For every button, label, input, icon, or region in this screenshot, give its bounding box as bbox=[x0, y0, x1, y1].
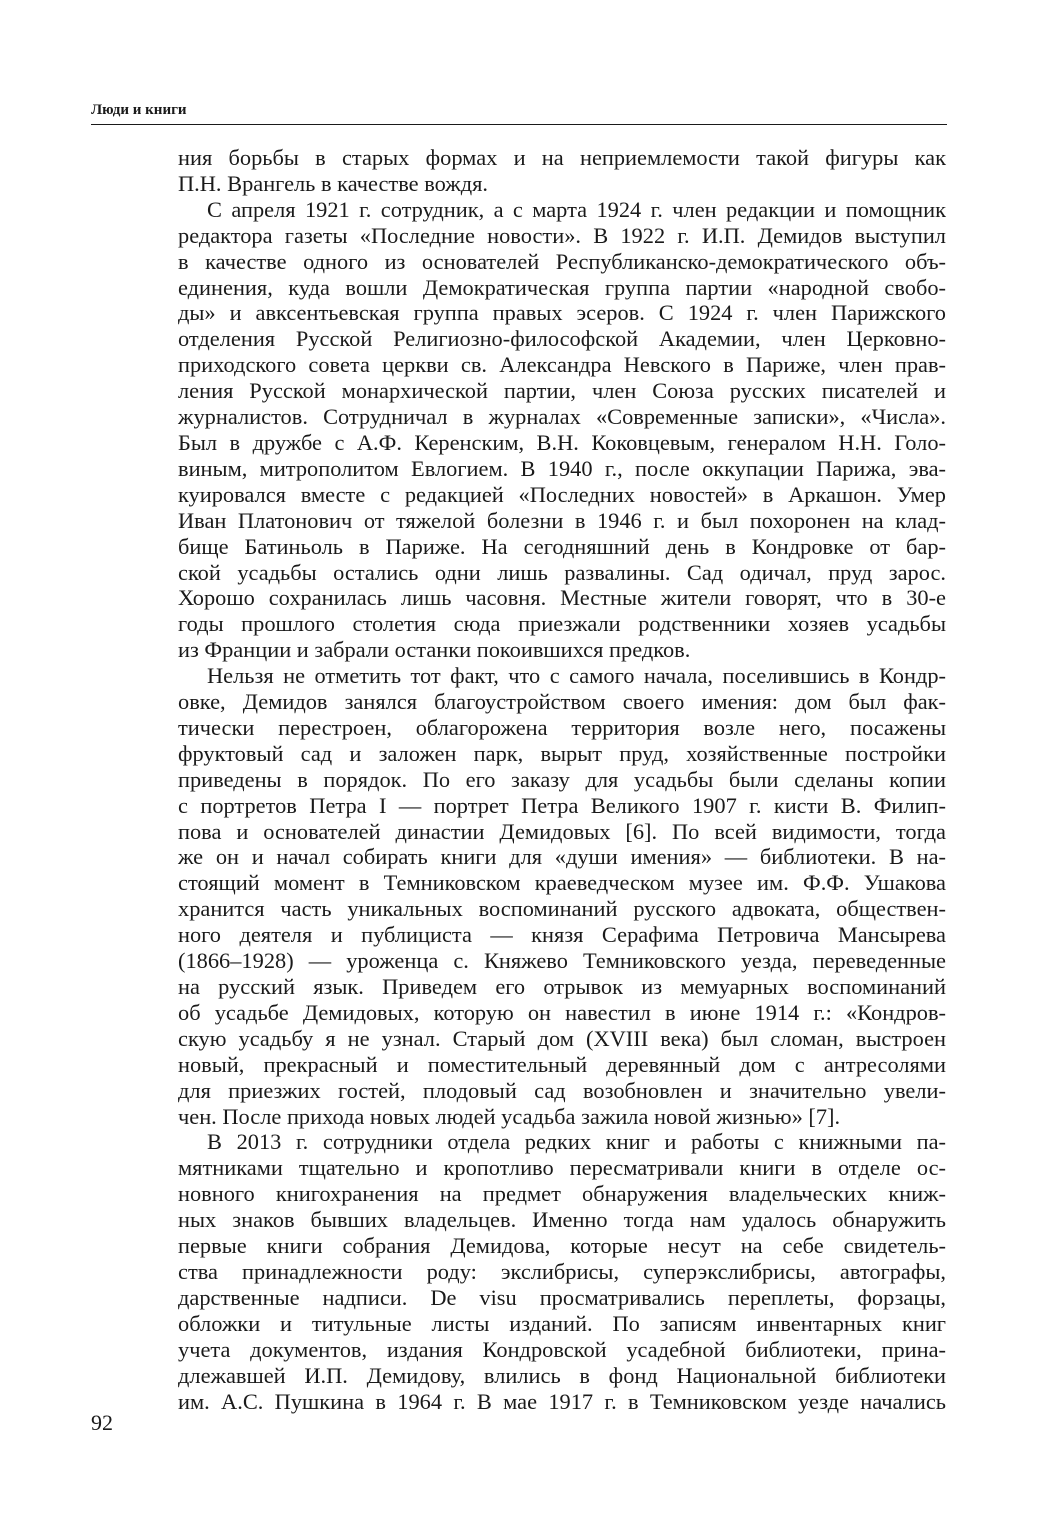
text-line: новый, прекрасный и поместительный деревянный дом с антресолями bbox=[178, 1051, 946, 1077]
text-line: приходского совета церкви св. Александра Невского в Париже, член прав- bbox=[178, 352, 946, 378]
text-line: бище Батиньоль в Париже. На сегодняшний день в Кондровке от бар- bbox=[178, 533, 946, 559]
text-line: С апреля 1921 г. сотрудник, а с марта 1924 г. член редакции и помощник bbox=[207, 196, 946, 222]
text-line: Нельзя не отметить тот факт, что с самого начала, поселившись в Кондр- bbox=[207, 663, 946, 689]
text-line: журналистов. Сотрудничал в журналах «Современные записки», «Числа». bbox=[178, 404, 946, 430]
text-line: новного книгохранения на предмет обнаружения владельческих книж- bbox=[178, 1181, 946, 1207]
text-line: ния борьбы в старых формах и на неприемлемости такой фигуры как bbox=[178, 145, 946, 170]
text-line: В 2013 г. сотрудники отдела редких книг и работы с книжными па- bbox=[207, 1129, 946, 1155]
text-line: П.Н. Врангель в качестве вождя. bbox=[178, 170, 489, 196]
text-line: годы прошлого столетия сюда приезжали родственники хозяев усадьбы bbox=[178, 611, 946, 637]
text-line: хранится часть уникальных воспоминаний русского адвоката, обществен- bbox=[178, 896, 946, 922]
text-line: Хорошо сохранилась лишь часовня. Местные жители говорят, что в 30-е bbox=[178, 585, 946, 611]
body-text bbox=[178, 145, 946, 1414]
text-line: отделения Русской Религиозно-философской Академии, член Церковно- bbox=[178, 326, 946, 352]
text-line: мятниками тщательно и кропотливо пересматривали книги в отделе ос- bbox=[178, 1155, 946, 1181]
text-line: для приезжих гостей, плодовый сад возобновлен и значительно увели- bbox=[178, 1077, 946, 1103]
text-line: пова и основателей династии Демидовых [6]. По всей видимости, тогда bbox=[178, 818, 946, 844]
text-line: ного деятеля и публициста — князя Серафима Петровича Мансырева bbox=[178, 922, 946, 948]
running-head bbox=[91, 100, 947, 125]
text-line: куировался вместе с редакцией «Последних новостей» в Аркашон. Умер bbox=[178, 481, 946, 507]
text-line: овке, Демидов занялся благоустройством своего имения: дом был фак- bbox=[178, 689, 946, 715]
text-line: длежавшей И.П. Демидову, влились в фонд Национальной библиотеки bbox=[178, 1362, 946, 1388]
text-line: в качестве одного из основателей Республиканско-демократического объ- bbox=[178, 248, 946, 274]
text-line: приведены в порядок. По его заказу для усадьбы были сделаны копии bbox=[178, 766, 946, 792]
text-line: фруктовый сад и заложен парк, вырыт пруд, хозяйственные постройки bbox=[178, 740, 946, 766]
text-line: первые книги собрания Демидова, которые несут на себе свидетель- bbox=[178, 1233, 946, 1259]
text-line: на русский язык. Приведем его отрывок из мемуарных воспоминаний bbox=[178, 974, 946, 999]
running-head-title: Люди и книги bbox=[91, 102, 187, 118]
text-line: дарственные надписи. De visu просматривались переплеты, форзацы, bbox=[178, 1284, 946, 1310]
text-line: Иван Платонович от тяжелой болезни в 1946 г. и был похоронен на клад- bbox=[178, 507, 946, 533]
text-line: ды» и авксентьевская группа правых эсеров. С 1924 г. член Парижского bbox=[178, 300, 946, 326]
page-number: 92 bbox=[91, 1410, 113, 1435]
text-line: им. А.С. Пушкина в 1964 г. В мае 1917 г. в Темниковском уезде начались bbox=[178, 1388, 946, 1414]
text-line: Был в дружбе с А.Ф. Керенским, В.Н. Коковцевым, генералом Н.Н. Голо- bbox=[178, 429, 946, 455]
text-line: (1866–1928) — уроженца с. Княжево Темниковского уезда, переведенные bbox=[178, 948, 946, 974]
text-line: ской усадьбы остались одни лишь развалины. Сад одичал, пруд зарос. bbox=[178, 559, 946, 585]
text-line: ных знаков бывших владельцев. Именно тогда нам удалось обнаружить bbox=[178, 1207, 946, 1233]
text-line: редактора газеты «Последние новости». В 1922 г. И.П. Демидов выступил bbox=[178, 222, 946, 248]
text-line: виным, митрополитом Евлогием. В 1940 г., после оккупации Парижа, эва- bbox=[178, 455, 946, 481]
text-line: ства принадлежности роду: экслибрисы, суперэкслибрисы, автографы, bbox=[178, 1258, 946, 1284]
text-line: стоящий момент в Темниковском краеведческом музее им. Ф.Ф. Ушакова bbox=[178, 870, 946, 896]
text-line: из Франции и забрали останки покоившихся предков. bbox=[178, 637, 691, 663]
text-line: об усадьбе Демидовых, которую он навестил в июне 1914 г.: «Кондров- bbox=[178, 999, 946, 1025]
text-line: чен. После прихода новых людей усадьба зажила новой жизнью» [7]. bbox=[178, 1103, 841, 1129]
text-line: с портретов Петра I — портрет Петра Великого 1907 г. кисти В. Филип- bbox=[178, 792, 946, 818]
text-line: единения, куда вошли Демократическая группа партии «народной свобо- bbox=[178, 274, 946, 300]
text-line: обложки и титульные листы изданий. По записям инвентарных книг bbox=[178, 1310, 946, 1336]
text-line: скую усадьбу я не узнал. Старый дом (XVIII века) был сломан, выстроен bbox=[178, 1025, 946, 1051]
text-line: ления Русской монархической партии, член Союза русских писателей и bbox=[178, 378, 946, 404]
text-line: же он и начал собирать книги для «души имения» — библиотеки. В на- bbox=[178, 844, 946, 870]
text-line: учета документов, издания Кондровской усадебной библиотеки, прина- bbox=[178, 1336, 946, 1362]
text-line: тически перестроен, облагорожена территория возле него, посажены bbox=[178, 714, 946, 740]
